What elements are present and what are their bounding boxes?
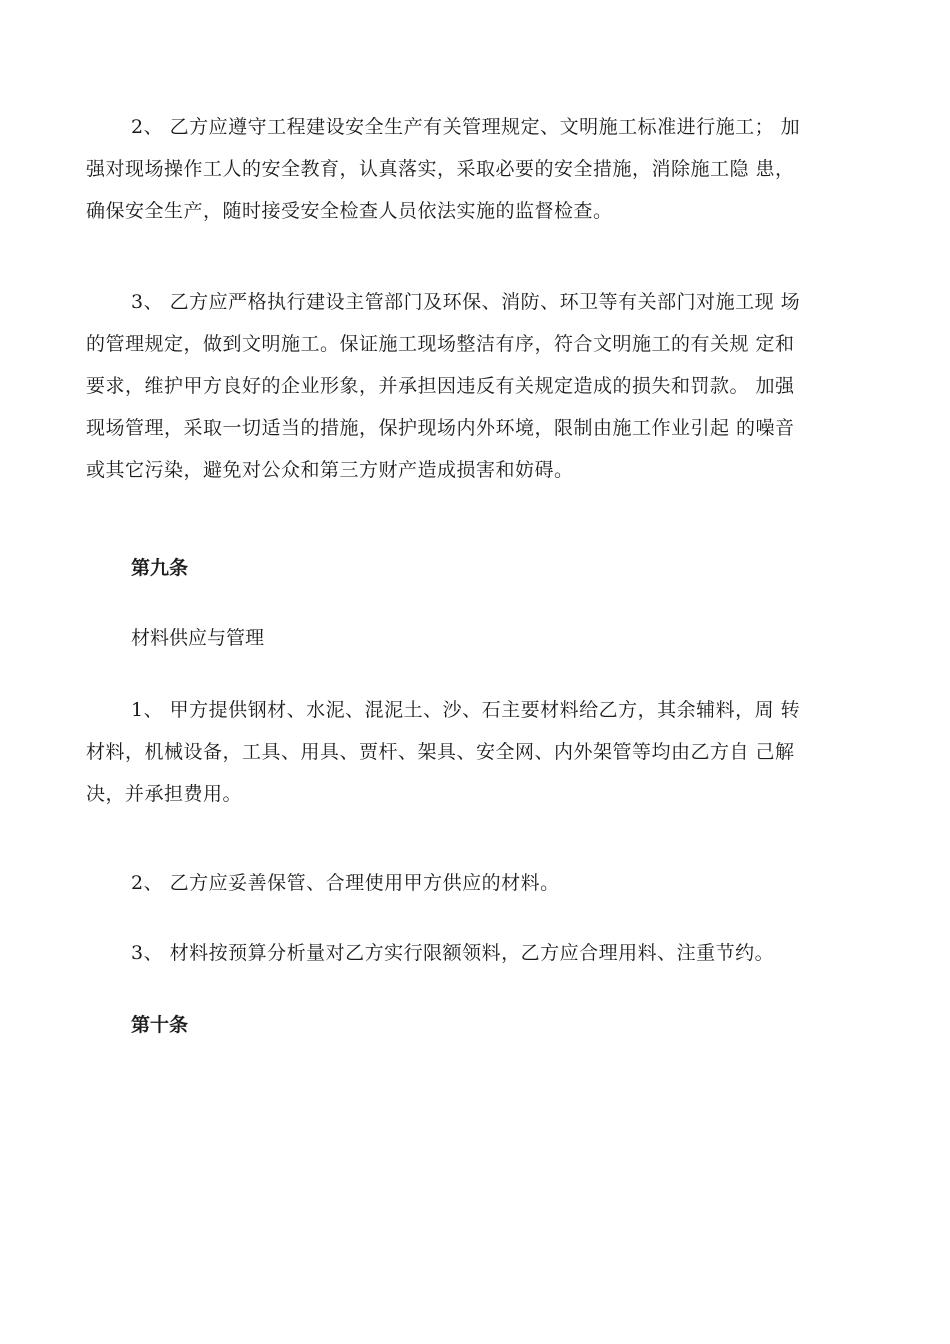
paragraph-line: 3、 材料按预算分析量对乙方实行限额领料，乙方应合理用料、注重节约。: [131, 942, 775, 964]
paragraph-line: 2、 乙方应妥善保管、合理使用甲方供应的材料。: [131, 872, 560, 894]
clause8-item2-paragraph: [86, 106, 876, 232]
paragraph-line: 2、 乙方应遵守工程建设安全生产有关管理规定、文明施工标准进行施工； 加: [131, 116, 801, 138]
clause9-item1-paragraph: [86, 689, 876, 815]
paragraph-line: 确保安全生产，随时接受安全检查人员依法实施的监督检查。: [86, 200, 613, 222]
paragraph-line: 1、 甲方提供钢材、水泥、混泥土、沙、石主要材料给乙方，其余辅料，周 转: [131, 699, 801, 721]
paragraph-line: 现场管理，采取一切适当的措施，保护现场内外环境，限制由施工作业引起 的噪音: [86, 417, 795, 439]
paragraph-line: 决，并承担费用。: [86, 783, 243, 805]
clause10-heading: 第十条: [131, 1014, 189, 1036]
clause9-item2-paragraph: [86, 862, 876, 904]
clause8-item3-paragraph: [86, 281, 876, 491]
clause9-item3-paragraph: [86, 932, 876, 974]
paragraph-line: 强对现场操作工人的安全教育，认真落实，采取必要的安全措施，消除施工隐 患，: [86, 158, 795, 180]
clause9-title: 材料供应与管理: [131, 627, 265, 649]
paragraph-line: 的管理规定，做到文明施工。保证施工现场整洁有序，符合文明施工的有关规 定和: [86, 333, 795, 355]
paragraph-line: 材料，机械设备，工具、用具、贾杆、架具、安全网、内外架管等均由乙方自 己解: [86, 741, 795, 763]
paragraph-line: 3、 乙方应严格执行建设主管部门及环保、消防、环卫等有关部门对施工现 场: [131, 291, 801, 313]
clause9-heading: 第九条: [131, 557, 189, 579]
paragraph-line: 要求，维护甲方良好的企业形象，并承担因违反有关规定造成的损失和罚款。 加强: [86, 375, 795, 397]
paragraph-line: 或其它污染，避免对公众和第三方财产造成损害和妨碍。: [86, 459, 574, 481]
